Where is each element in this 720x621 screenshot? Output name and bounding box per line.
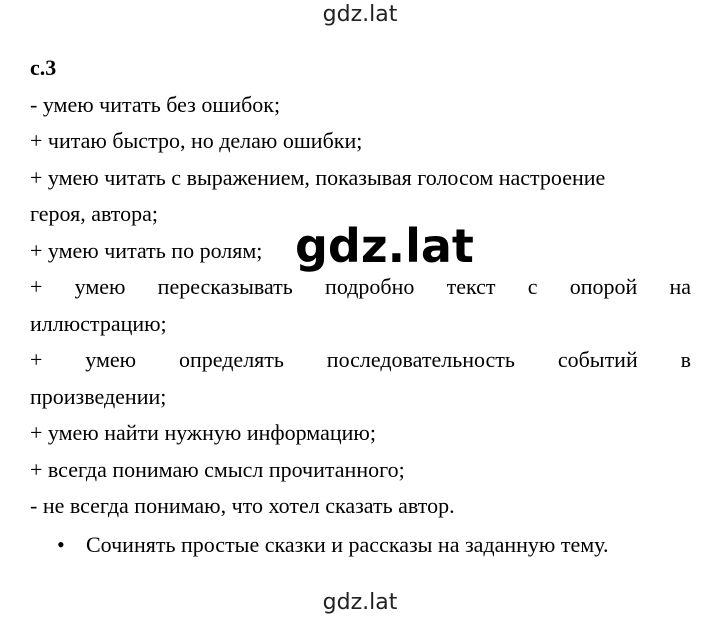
text-line-4: героя, автора; (30, 201, 159, 226)
text-line-3: + умею читать с выражением, показывая голосом настроение (30, 164, 606, 190)
watermark-top: gdz.lat (322, 2, 398, 27)
watermark-center: gdz.lat (295, 219, 474, 273)
text-line-10: + умею найти нужную информацию; (30, 420, 376, 445)
watermark-bottom: gdz.lat (322, 590, 398, 615)
text-line-5: + умею читать по ролям; (30, 237, 263, 263)
text-line-8: + умею определять последовательность событий в (30, 347, 691, 372)
text-line-1: - умею читать без ошибок; (30, 91, 281, 117)
text-line-6: + умею пересказывать подробно текст с опорой на (30, 274, 691, 299)
document-body (30, 50, 691, 563)
bullet-dot-icon: • (57, 531, 65, 557)
text-line-7: иллюстрацию; (30, 310, 167, 336)
text-line-9: произведении; (30, 383, 167, 409)
bullet-item (30, 527, 691, 564)
text-line-2: + читаю быстро, но делаю ошибки; (30, 128, 363, 153)
page-reference: с.3 (30, 55, 57, 80)
bullet-item-text: Сочинять простые сказки и рассказы на заданную тему. (86, 531, 609, 557)
text-line-12: - не всегда понимаю, что хотел сказать автор. (30, 493, 455, 518)
text-line-11: + всегда понимаю смысл прочитанного; (30, 456, 405, 482)
